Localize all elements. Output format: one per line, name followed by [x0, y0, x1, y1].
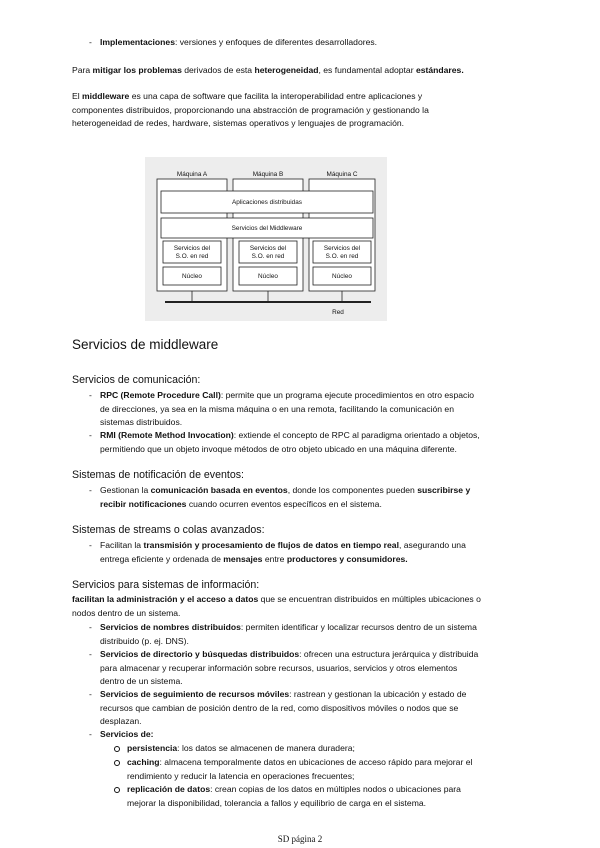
- text-line: de direcciones, ya sea en la misma máquina o en una remota, facilitando la comunicación en: [100, 403, 454, 414]
- middleware-diagram-svg: [145, 157, 387, 321]
- os-label-b-1: Servicios del: [249, 245, 287, 252]
- text-line: rendimiento y reducir la latencia en operaciones frecuentes;: [127, 770, 355, 781]
- text-run: Para: [72, 65, 93, 75]
- info-heading: Servicios para sistemas de información:: [72, 579, 260, 591]
- text-run: suscribirse y: [417, 485, 471, 495]
- caching-term: caching: [127, 757, 160, 767]
- os-label-c-1: Servicios del: [323, 245, 361, 252]
- caching-item: [127, 756, 472, 783]
- text-line: para almacenar y recuperar información sobre recursos, usuarios, servicios y otros elementos: [100, 662, 458, 673]
- info-intro: [72, 593, 481, 620]
- rmi-bullet: [89, 429, 480, 456]
- dash-bullet: -: [89, 649, 92, 659]
- directory-term: Servicios de directorio y búsquedas distribuidos: [100, 649, 300, 659]
- text-run: : ofrecen una estructura jerárquica y distribuida: [299, 649, 479, 659]
- text-run: mitigar los problemas: [92, 65, 182, 75]
- streams-heading: Sistemas de streams o colas avanzados:: [72, 524, 265, 536]
- circle-bullet-icon: [114, 746, 120, 752]
- mobile-term: Servicios de seguimiento de recursos móviles: [100, 689, 290, 699]
- implementations-bullet: [89, 36, 378, 50]
- text-run: , es fundamental adoptar: [318, 65, 416, 75]
- dash-bullet: -: [89, 390, 92, 400]
- data-services-term: Servicios de:: [100, 729, 154, 739]
- implementations-text: : versiones y enfoques de diferentes desarrolladores.: [174, 37, 378, 47]
- network-label: Red: [332, 309, 344, 316]
- text-run: : crean copias de los datos en múltiples nodos o ubicaciones para: [210, 784, 461, 794]
- mobile-bullet: [89, 688, 467, 729]
- text-run: El: [72, 91, 83, 101]
- text-run: : los datos se almacenen de manera duradera;: [177, 743, 355, 753]
- os-label-a-1: Servicios del: [173, 245, 211, 252]
- text-run: estándares.: [415, 65, 464, 75]
- persistence-item: [127, 742, 355, 756]
- dash-bullet: -: [89, 689, 92, 699]
- text-run: entrega eficiente y ordenada de: [100, 553, 224, 564]
- comm-heading: Servicios de comunicación:: [72, 374, 201, 386]
- implementations-term: Implementaciones: [100, 37, 175, 47]
- text-run: facilitan la administración y el acceso a datos: [72, 594, 259, 604]
- persistence-term: persistencia: [127, 743, 178, 753]
- machine-a-label: Máquina A: [176, 171, 208, 178]
- circle-bullet-icon: [114, 760, 120, 766]
- text-run: mensajes: [223, 553, 263, 564]
- text-line: desplazan.: [100, 716, 142, 726]
- replication-term: replicación de datos: [127, 784, 211, 794]
- text-run: Gestionan la: [100, 485, 151, 495]
- text-run: cuando ocurren eventos específicos en el sistema.: [186, 498, 382, 509]
- events-bullet: [89, 484, 471, 511]
- text-run: productores y consumidores.: [286, 553, 408, 564]
- data-services-bullet: [89, 728, 154, 742]
- dash-bullet: -: [89, 729, 92, 739]
- text-line: dentro de un sistema.: [100, 676, 183, 686]
- text-run: heterogeneidad: [254, 65, 319, 75]
- text-run: , asegurando una: [398, 540, 466, 550]
- streams-bullet: [89, 539, 466, 566]
- text-run: middleware: [82, 91, 130, 101]
- mitigation-paragraph: [72, 64, 464, 78]
- kernel-label-a: Núcleo: [182, 273, 202, 280]
- middleware-paragraph: [72, 90, 429, 131]
- names-bullet: [89, 621, 477, 648]
- text-run: recibir notificaciones: [100, 498, 187, 509]
- middleware-diagram: [145, 157, 387, 321]
- section-title: Servicios de middleware: [72, 337, 219, 352]
- text-run: : almacena temporalmente datos en ubicaciones de acceso rápido para mejorar el: [159, 757, 473, 767]
- circle-bullet-icon: [114, 787, 120, 793]
- events-heading: Sistemas de notificación de eventos:: [72, 469, 244, 481]
- text-run: es una capa de software que facilita la interoperabilidad entre aplicaciones y: [129, 91, 423, 101]
- text-run: que se encuentran distribuidos en múltiples ubicaciones o: [258, 594, 481, 604]
- text-run: Facilitan la: [100, 540, 144, 550]
- rmi-term: RMI (Remote Method Invocation): [100, 430, 234, 440]
- machine-c-label: Máquina C: [326, 171, 358, 178]
- text-line: permitiendo que un objeto invoque métodos de otro objeto ubicado en una máquina diferente.: [100, 443, 457, 454]
- text-run: : extiende el concepto de RPC al paradigma orientado a objetos,: [233, 430, 480, 440]
- rpc-term: RPC (Remote Procedure Call): [100, 390, 221, 400]
- kernel-label-b: Núcleo: [258, 273, 278, 280]
- os-label-c-2: S.O. en red: [325, 253, 359, 260]
- text-run: entre: [262, 553, 287, 564]
- apps-label: Aplicaciones distribuidas: [232, 199, 302, 206]
- text-line: componentes distribuidos, proporcionando una abstracción de programación y gestionando la: [72, 104, 429, 115]
- dash-bullet: -: [89, 485, 92, 495]
- dash-bullet: -: [89, 622, 92, 632]
- dash-bullet: -: [89, 37, 92, 47]
- machine-b-label: Máquina B: [252, 171, 284, 178]
- text-line: recursos que cambian de posición dentro de la red, como dispositivos móviles o nodos que se: [100, 702, 459, 713]
- os-label-a-2: S.O. en red: [175, 253, 209, 260]
- text-run: derivados de esta: [181, 65, 255, 75]
- text-line: sistemas distribuidos.: [100, 417, 183, 427]
- text-run: : permiten identificar y localizar recursos dentro de un sistema: [240, 622, 477, 632]
- page-footer: SD página 2: [277, 834, 323, 844]
- rpc-bullet: [89, 389, 475, 430]
- text-run: , donde los componentes pueden: [287, 485, 418, 495]
- os-label-b-2: S.O. en red: [251, 253, 285, 260]
- text-line: mejorar la disponibilidad, tolerancia a fallos y equilibrio de carga en el sistema.: [127, 797, 427, 808]
- dash-bullet: -: [89, 430, 92, 440]
- text-run: : permite que un programa ejecute procedimientos en otro espacio: [220, 390, 475, 400]
- text-line: heterogeneidad de redes, hardware, sistemas operativos y lenguajes de programación.: [72, 118, 405, 128]
- kernel-label-c: Núcleo: [332, 273, 352, 280]
- text-run: transmisión y procesamiento de flujos de datos en tiempo real: [143, 540, 399, 550]
- text-line: distribuido (p. ej. DNS).: [100, 635, 189, 646]
- dash-bullet: -: [89, 540, 92, 550]
- text-run: : rastrean y gestionan la ubicación y estado de: [289, 689, 467, 699]
- directory-bullet: [89, 648, 479, 689]
- text-line: nodos dentro de un sistema.: [72, 607, 181, 618]
- middleware-label: Servicios del Middleware: [231, 225, 303, 232]
- replication-item: [127, 783, 461, 810]
- text-run: comunicación basada en eventos: [150, 485, 288, 495]
- names-term: Servicios de nombres distribuidos: [100, 622, 241, 632]
